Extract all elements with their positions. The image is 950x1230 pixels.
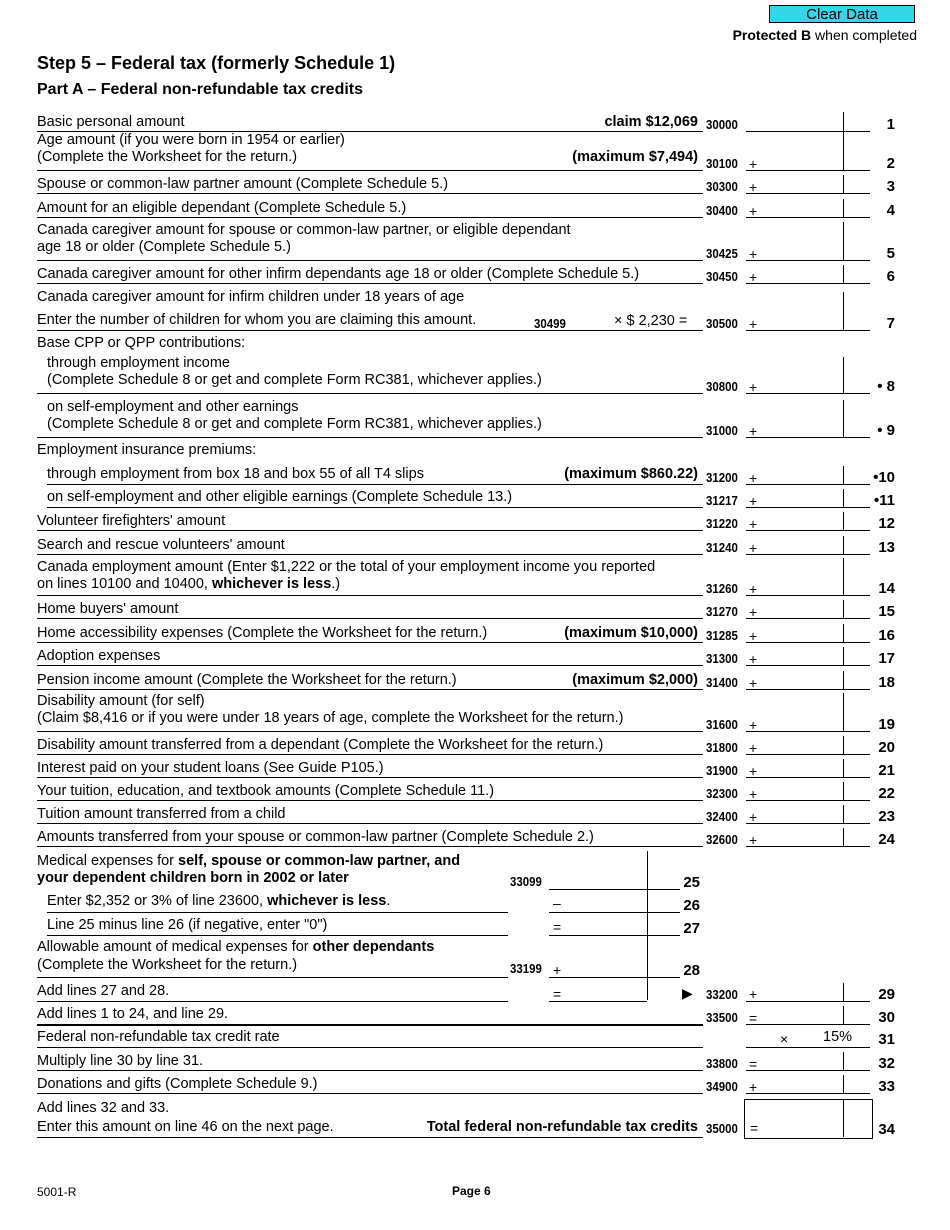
l31-field-underline (746, 1047, 870, 1048)
l16-row-underline (37, 642, 703, 643)
l33-field-underline (746, 1093, 870, 1094)
l4-row-underline (37, 217, 703, 218)
l5-row-underline (37, 260, 703, 261)
l15-field-divider (843, 600, 844, 619)
step-title: Step 5 – Federal tax (formerly Schedule 1) (37, 53, 396, 73)
l2-amount-field[interactable] (758, 152, 841, 170)
l7-line-number: 7 (886, 315, 895, 332)
l28-description-1 (37, 939, 434, 956)
l33-operator: + (749, 1079, 758, 1095)
l16-code: 31285 (706, 628, 738, 643)
l25-line-number: 25 (683, 874, 700, 891)
l7-row-underline (37, 330, 703, 331)
l18-field-underline (746, 689, 870, 690)
l8-code: 30800 (706, 379, 738, 394)
l26-description-part-2: whichever is less (267, 893, 387, 909)
l25-description-1 (37, 853, 460, 870)
l14-field-divider (843, 558, 844, 596)
l10-field-divider (843, 466, 844, 485)
part-title: Part A – Federal non-refundable tax credits (37, 81, 364, 98)
l13-row-underline (37, 554, 703, 555)
l23-field-divider (843, 805, 844, 824)
l8-row-underline (37, 393, 703, 394)
l26-description-part-1: Enter $2,352 or 3% of line 23600, (47, 893, 268, 909)
l15-row-underline (37, 618, 703, 619)
l6-code: 30450 (706, 269, 738, 284)
l25-description-1-part-1: Medical expenses for (37, 853, 179, 869)
l27-operator: = (553, 919, 562, 935)
l15-field-underline (746, 618, 870, 619)
l3-field-divider (843, 175, 844, 194)
l14-description-1: Canada employment amount (Enter $1,222 or the total of your employment income you reported (37, 559, 656, 575)
l14-description-2-part-1: on lines 10100 and 10400, (37, 576, 212, 592)
l21-operator: + (749, 763, 758, 779)
l11-amount-field[interactable] (758, 489, 841, 507)
l7-code: 30500 (706, 316, 738, 331)
l31-line-number: 31 (878, 1031, 895, 1048)
l8-amount-field[interactable] (758, 375, 841, 393)
l33-description: Donations and gifts (Complete Schedule 9.) (37, 1076, 318, 1092)
l24-description: Amounts transferred from your spouse or common-law partner (Complete Schedule 2.) (37, 829, 594, 845)
l9-description-2: (Complete Schedule 8 or get and complete Form RC381, whichever applies.) (47, 416, 542, 432)
l25-description-1-part-2: self, spouse or common-law partner, and (178, 853, 461, 869)
l32-code: 33800 (706, 1056, 738, 1071)
l25-description-2: your dependent children born in 2002 or later (37, 870, 349, 886)
l1-field-divider (843, 112, 844, 132)
l29-code: 33200 (706, 987, 738, 1002)
l4-code: 30400 (706, 203, 738, 218)
l8-description-2: (Complete Schedule 8 or get and complete Form RC381, whichever applies.) (47, 372, 542, 388)
l14-operator: + (749, 581, 758, 597)
l29-row-underline (37, 1001, 508, 1002)
l19-field-divider (843, 693, 844, 732)
l16-note: (maximum $10,000) (564, 625, 698, 641)
l30-field-underline (746, 1024, 870, 1025)
l28-description-1-part-2: other dependants (312, 939, 435, 955)
l32-line-number: 32 (878, 1055, 895, 1072)
l29-field-underline (746, 1001, 870, 1002)
l21-description: Interest paid on your student loans (See Guide P105.) (37, 760, 384, 776)
l28-amount-field[interactable] (565, 958, 643, 976)
l14-amount-field[interactable] (758, 577, 841, 595)
l20-field-underline (746, 754, 870, 755)
l7-description-1: Canada caregiver amount for infirm children under 18 years of age (37, 289, 465, 305)
l11-code: 31217 (706, 493, 738, 508)
l8-field-divider (843, 357, 844, 394)
l34-field-divider (843, 1099, 844, 1137)
l20-description: Disability amount transferred from a dependant (Complete the Worksheet for the return.) (37, 737, 604, 753)
l24-field-divider (843, 828, 844, 847)
l33-line-number: 33 (878, 1078, 895, 1095)
l26-amount-field[interactable] (565, 893, 643, 911)
l33-code: 34900 (706, 1079, 738, 1094)
protected-b-label (733, 27, 917, 43)
l13-line-number: 13 (878, 539, 895, 556)
l34-row-underline (37, 1137, 703, 1138)
l6-operator: + (749, 269, 758, 285)
l10-description: through employment from box 18 and box 55 of all T4 slips (47, 466, 424, 482)
l22-code: 32300 (706, 786, 738, 801)
l3-field-underline (746, 193, 870, 194)
l1-line-number: 1 (886, 116, 895, 133)
l30-field-divider (843, 1006, 844, 1025)
l2-line-number: 2 (886, 155, 895, 172)
l5-field-divider (843, 222, 844, 261)
l1-note: claim $12,069 (604, 114, 698, 130)
l20-line-number: 20 (878, 739, 895, 756)
l11-row-underline (47, 507, 703, 508)
l9-line-number: • 9 (877, 422, 895, 439)
l8-operator: + (749, 379, 758, 395)
l12-field-divider (843, 512, 844, 531)
l12-field-underline (746, 530, 870, 531)
l16-field-underline (746, 642, 870, 643)
l32-amount-field[interactable] (758, 1052, 841, 1070)
l2-code: 30100 (706, 156, 738, 171)
l4-amount-field[interactable] (758, 199, 841, 217)
l18-field-divider (843, 671, 844, 690)
l7-multiplier: × $ 2,230 = (614, 313, 688, 329)
l34-description-2: Enter this amount on line 46 on the next page. (37, 1119, 334, 1135)
l28-line-number: 28 (683, 962, 700, 979)
l4-field-divider (843, 199, 844, 218)
l29-field-divider (843, 983, 844, 1002)
l2-row-underline (37, 170, 703, 171)
l20-operator: + (749, 740, 758, 756)
l10-code: 31200 (706, 470, 738, 485)
l33-field-divider (843, 1075, 844, 1094)
l22-field-divider (843, 782, 844, 801)
l12-amount-field[interactable] (758, 512, 841, 530)
l3-line-number: 3 (886, 178, 895, 195)
l4-line-number: 4 (886, 202, 895, 219)
l17-code: 31300 (706, 651, 738, 666)
l19-line-number: 19 (878, 716, 895, 733)
l20-field-divider (843, 736, 844, 755)
l14-code: 31260 (706, 581, 738, 596)
l17-line-number: 17 (878, 650, 895, 667)
l34-amount-field[interactable] (762, 1117, 840, 1135)
l18-line-number: 18 (878, 674, 895, 691)
l15-amount-field[interactable] (758, 600, 841, 618)
l3-row-underline (37, 193, 703, 194)
l10-line-number: •10 (873, 469, 895, 486)
l21-row-underline (37, 777, 703, 778)
l9-row-underline (37, 437, 703, 438)
l5-code: 30425 (706, 246, 738, 261)
l11-field-underline (746, 507, 870, 508)
l31-rate: 15% (823, 1029, 853, 1045)
l6-field-divider (843, 265, 844, 284)
l12-line-number: 12 (878, 515, 895, 532)
l22-field-underline (746, 800, 870, 801)
l16-description: Home accessibility expenses (Complete the Worksheet for the return.) (37, 625, 488, 641)
l13-field-underline (746, 554, 870, 555)
l22-operator: + (749, 786, 758, 802)
l2-field-underline (746, 170, 870, 171)
l18-row-underline (37, 689, 703, 690)
l34-operator: = (750, 1120, 759, 1136)
l5-line-number: 5 (886, 245, 895, 262)
l5-field-underline (746, 260, 870, 261)
l9-description-1: on self-employment and other earnings (47, 399, 299, 415)
l7-children-count-field[interactable] (572, 311, 608, 329)
l28-description-1-part-1: Allowable amount of medical expenses for (37, 939, 313, 955)
l25-code: 33099 (510, 874, 542, 889)
l16-amount-field[interactable] (758, 624, 841, 642)
l11-operator: + (749, 493, 758, 509)
l29-mid-field[interactable] (565, 982, 643, 1000)
protected-b-bold: Protected B (732, 27, 812, 43)
l27-amount-field[interactable] (565, 916, 643, 934)
l21-line-number: 21 (878, 762, 895, 779)
l32-operator: = (749, 1056, 758, 1072)
l16-line-number: 16 (878, 627, 895, 644)
l5-amount-field[interactable] (758, 242, 841, 260)
l10-row-underline (47, 484, 703, 485)
l27-line-number: 27 (683, 920, 700, 937)
l26-description (47, 893, 390, 910)
l33-amount-field[interactable] (758, 1075, 841, 1093)
l19-row-underline (37, 731, 703, 732)
l8-description-1: through employment income (47, 355, 230, 371)
l24-field-underline (746, 846, 870, 847)
l17-amount-field[interactable] (758, 647, 841, 665)
l29-operator: = (553, 986, 562, 1002)
l20-code: 31800 (706, 740, 738, 755)
l9-field-divider (843, 400, 844, 438)
l9-amount-field[interactable] (758, 419, 841, 437)
clear-data-button[interactable]: Clear Data (769, 5, 915, 23)
l6-row-underline (37, 283, 703, 284)
l24-row-underline (37, 846, 703, 847)
l17-operator: + (749, 651, 758, 667)
l12-code: 31220 (706, 516, 738, 531)
l26-operator: – (553, 895, 561, 911)
l22-amount-field[interactable] (758, 782, 841, 800)
l11-field-divider (843, 489, 844, 508)
l29-arrow-icon: ▶ (682, 985, 693, 1001)
l5-description-1: Canada caregiver amount for spouse or common-law partner, or eligible dependant (37, 222, 571, 238)
l17-description: Adoption expenses (37, 648, 161, 664)
l7-field-underline (746, 330, 870, 331)
l23-row-underline (37, 823, 703, 824)
l34-line-number: 34 (878, 1121, 895, 1138)
l28-row-underline (37, 977, 508, 978)
l16-field-divider (843, 624, 844, 643)
l18-description: Pension income amount (Complete the Worksheet for the return.) (37, 672, 457, 688)
l21-code: 31900 (706, 763, 738, 778)
l24-line-number: 24 (878, 831, 895, 848)
l23-amount-field[interactable] (758, 805, 841, 823)
l16-operator: + (749, 628, 758, 644)
l21-amount-field[interactable] (758, 759, 841, 777)
l31-description: Federal non-refundable tax credit rate (37, 1029, 280, 1045)
l19-description-1: Disability amount (for self) (37, 693, 205, 709)
l6-amount-field[interactable] (758, 265, 841, 283)
l7-amount-field[interactable] (758, 312, 841, 330)
l17-field-divider (843, 647, 844, 666)
l32-description: Multiply line 30 by line 31. (37, 1053, 204, 1069)
l12-row-underline (37, 530, 703, 531)
l14-row-underline (37, 595, 703, 596)
l28-code: 33199 (510, 961, 542, 976)
l19-code: 31600 (706, 717, 738, 732)
l13-field-divider (843, 536, 844, 555)
l29-line-number: 29 (878, 986, 895, 1003)
l5-operator: + (749, 246, 758, 262)
l17-row-underline (37, 665, 703, 666)
l10-note: (maximum $860.22) (564, 466, 698, 482)
l32-field-underline (746, 1070, 870, 1071)
ei-heading: Employment insurance premiums: (37, 442, 257, 458)
l1-amount-field[interactable] (758, 113, 841, 131)
l3-amount-field[interactable] (758, 175, 841, 193)
l14-description-2 (37, 576, 340, 593)
l13-description: Search and rescue volunteers' amount (37, 537, 285, 553)
l3-code: 30300 (706, 179, 738, 194)
l1-code: 30000 (706, 117, 738, 132)
l28-operator: + (553, 962, 562, 978)
l18-note: (maximum $2,000) (572, 672, 698, 688)
l23-line-number: 23 (878, 808, 895, 825)
l30-row-underline (37, 1024, 703, 1026)
l18-operator: + (749, 675, 758, 691)
l33-row-underline (37, 1093, 703, 1094)
l15-description: Home buyers' amount (37, 601, 179, 617)
l19-description-2: (Claim $8,416 or if you were under 18 years of age, complete the Worksheet for the return.) (37, 710, 624, 726)
l23-code: 32400 (706, 809, 738, 824)
l30-operator: = (749, 1010, 758, 1026)
l31-operator: × (780, 1031, 789, 1047)
l18-amount-field[interactable] (758, 671, 841, 689)
l6-line-number: 6 (886, 268, 895, 285)
l7-description-2: Enter the number of children for whom you are claiming this amount. (37, 312, 477, 328)
l31-row-underline (37, 1047, 703, 1048)
l26-description-part-3: . (386, 893, 391, 909)
l34-description-1: Add lines 32 and 33. (37, 1100, 170, 1116)
l10-operator: + (749, 470, 758, 486)
l27-description: Line 25 minus line 26 (if negative, enter "0") (47, 917, 328, 933)
l19-field-underline (746, 731, 870, 732)
page-number: Page 6 (452, 1184, 491, 1198)
l4-description: Amount for an eligible dependant (Complete Schedule 5.) (37, 200, 407, 216)
l5-description-2: age 18 or older (Complete Schedule 5.) (37, 239, 291, 255)
l2-description-2: (Complete the Worksheet for the return.) (37, 149, 298, 165)
l13-code: 31240 (706, 540, 738, 555)
l22-row-underline (37, 800, 703, 801)
form-number: 5001-R (37, 1185, 77, 1199)
l3-operator: + (749, 179, 758, 195)
l14-description-2-part-3: .) (331, 576, 341, 592)
l32-row-underline (37, 1070, 703, 1071)
l8-line-number: • 8 (877, 378, 895, 395)
l30-code: 33500 (706, 1010, 738, 1025)
l34-code: 35000 (706, 1121, 738, 1136)
l11-description: on self-employment and other eligible earnings (Complete Schedule 13.) (47, 489, 513, 505)
l28-description-2: (Complete the Worksheet for the return.) (37, 957, 298, 973)
l4-field-underline (746, 217, 870, 218)
l2-note: (maximum $7,494) (572, 149, 698, 165)
l10-field-underline (746, 484, 870, 485)
l9-operator: + (749, 423, 758, 439)
l17-field-underline (746, 665, 870, 666)
l14-field-underline (746, 595, 870, 596)
l29-description: Add lines 27 and 28. (37, 983, 170, 999)
l24-code: 32600 (706, 832, 738, 847)
l1-field-underline (746, 131, 870, 132)
l32-field-divider (843, 1052, 844, 1071)
l3-description: Spouse or common-law partner amount (Complete Schedule 5.) (37, 176, 449, 192)
l29-mid-underline (549, 1001, 647, 1002)
l2-field-divider (843, 131, 844, 171)
l14-line-number: 14 (878, 580, 895, 597)
l23-field-underline (746, 823, 870, 824)
l23-description: Tuition amount transferred from a child (37, 806, 286, 822)
l18-code: 31400 (706, 675, 738, 690)
l25-amount-field[interactable] (557, 870, 643, 888)
l6-field-underline (746, 283, 870, 284)
l2-description-1: Age amount (if you were born in 1954 or earlier) (37, 132, 345, 148)
l30-line-number: 30 (878, 1009, 895, 1026)
l27-row-underline (47, 935, 508, 936)
l15-operator: + (749, 604, 758, 620)
l7-sub-code: 30499 (534, 316, 566, 331)
l15-code: 31270 (706, 604, 738, 619)
l26-line-number: 26 (683, 897, 700, 914)
l24-operator: + (749, 832, 758, 848)
l29-operator-2: + (749, 986, 758, 1002)
cpp-heading: Base CPP or QPP contributions: (37, 335, 246, 351)
l30-description: Add lines 1 to 24, and line 29. (37, 1006, 229, 1022)
l29-amount-field[interactable] (758, 982, 840, 1000)
l7-operator: + (749, 316, 758, 332)
l21-field-underline (746, 777, 870, 778)
l26-row-underline (47, 912, 508, 913)
l14-description-2-part-2: whichever is less (211, 576, 332, 592)
l24-amount-field[interactable] (758, 828, 841, 846)
l22-line-number: 22 (878, 785, 895, 802)
l12-operator: + (749, 516, 758, 532)
l20-amount-field[interactable] (758, 736, 841, 754)
l7-field-divider (843, 292, 844, 331)
l15-line-number: 15 (878, 603, 895, 620)
l19-amount-field[interactable] (758, 713, 841, 731)
l20-row-underline (37, 754, 703, 755)
l8-field-underline (746, 393, 870, 394)
l23-operator: + (749, 809, 758, 825)
l11-line-number: •11 (873, 492, 895, 509)
l12-description: Volunteer firefighters' amount (37, 513, 226, 529)
l21-field-divider (843, 759, 844, 778)
l13-amount-field[interactable] (758, 536, 841, 554)
l22-description: Your tuition, education, and textbook amounts (Complete Schedule 11.) (37, 783, 495, 799)
l34-note: Total federal non-refundable tax credits (426, 1119, 698, 1135)
l1-description: Basic personal amount (37, 114, 185, 130)
l19-operator: + (749, 717, 758, 733)
l13-operator: + (749, 540, 758, 556)
l6-description: Canada caregiver amount for other infirm dependants age 18 or older (Complete Schedule 5.) (37, 266, 640, 282)
protected-b-rest: when completed (811, 27, 917, 43)
l30-amount-field[interactable] (758, 1006, 841, 1024)
l10-amount-field[interactable] (758, 466, 841, 484)
l4-operator: + (749, 203, 758, 219)
l9-code: 31000 (706, 423, 738, 438)
l2-operator: + (749, 156, 758, 172)
l9-field-underline (746, 437, 870, 438)
